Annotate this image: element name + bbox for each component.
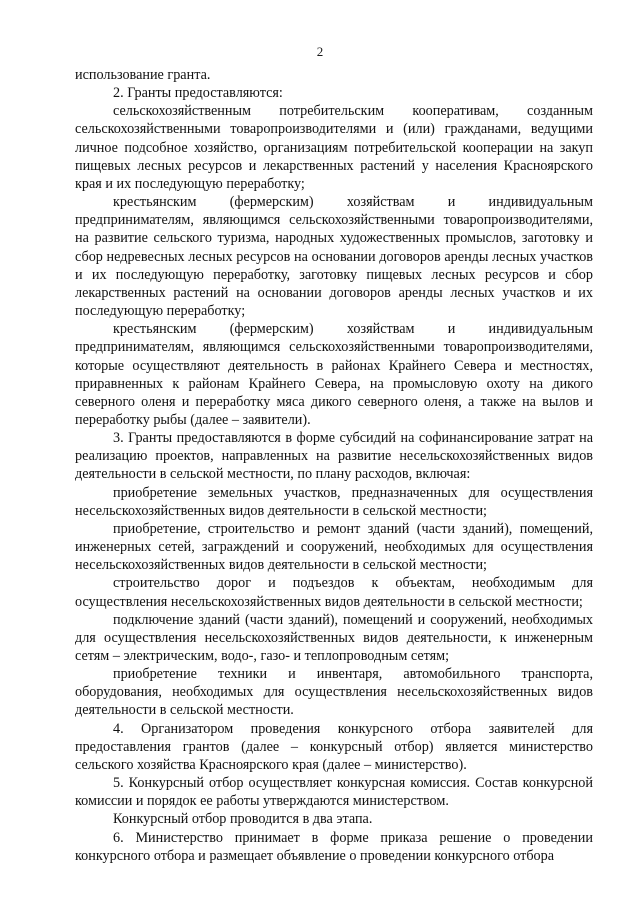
paragraph: подключение зданий (части зданий), помещений и сооружений, необходимых для осуществления несельскохозяйственных видов деятельности, к инженерным сетям – электрическим, водо-, газо- и теплопроводным сетям; [75,611,593,664]
paragraph: 3. Гранты предоставляются в форме субсидий на софинансирование затрат на реализацию проектов, направленных на развитие несельскохозяйственных видов деятельности в сельской местности, по плану расходов, включая: [75,430,593,483]
paragraph: крестьянским (фермерским) хозяйствам и индивидуальным предпринимателям, являющимся сельскохозяйственными товаропроизводителями, на развитие сельского туризма, народных художественных промыслов, заготовку и сбор недревесных лесных ресурсов на основании договоров аренды лесных участков и их последующую переработку, заготовку пищевых лесных ресурсов и сбор лекарственных растений на основании договоров аренды лесных участков и их последующую переработку; [75,194,593,320]
paragraph: Конкурсный отбор проводится в два этапа. [113,811,373,828]
paragraph: 6. Министерство принимает в форме приказа решение о проведении конкурсного отбора и размещает объявление о проведении конкурсного отбора [75,829,593,864]
paragraph: 5. Конкурсный отбор осуществляет конкурсная комиссия. Состав конкурсной комиссии и порядок ее работы утверждаются министерством. [75,775,593,810]
paragraph: 2. Гранты предоставляются: [113,85,283,102]
paragraph: крестьянским (фермерским) хозяйствам и индивидуальным предпринимателям, являющимся сельскохозяйственными товаропроизводителями, которые осуществляют деятельность в районах Крайнего Севера и местностях, приравненных к районам Крайнего Севера, на промысловую охоту на дикого северного оленя и переработку мяса дикого северного оленя, а также на вылов и переработку рыбы (далее – заявители). [75,321,593,428]
paragraph: сельскохозяйственным потребительским кооперативам, созданным сельскохозяйственными товаропроизводителями и (или) гражданами, ведущими личное подсобное хозяйство, организациям потребительской кооперации на закуп пищевых лесных ресурсов и лекарственных растений у населения Красноярского края и их последующую переработку; [75,103,593,192]
paragraph: использование гранта. [75,67,211,83]
paragraph: приобретение техники и инвентаря, автомобильного транспорта, оборудования, необходимых для осуществления несельскохозяйственных видов деятельности в сельской местности. [75,666,593,719]
paragraph: приобретение, строительство и ремонт зданий (части зданий), помещений, инженерных сетей, заграждений и сооружений, необходимых для осуществления несельскохозяйственных видов деятельности в сельской местности; [75,520,593,574]
paragraph: строительство дорог и подъездов к объектам, необходимым для осуществления несельскохозяйственных видов деятельности в сельской местности; [75,575,593,610]
document-body [75,66,593,865]
paragraph: 4. Организатором проведения конкурсного отбора заявителей для предоставления грантов (далее – конкурсный отбор) является министерство сельского хозяйства Красноярского края (далее – министерство). [75,720,593,773]
paragraph: приобретение земельных участков, предназначенных для осуществления несельскохозяйственных видов деятельности в сельской местности; [75,484,593,519]
page-number: 2 [316,44,324,59]
